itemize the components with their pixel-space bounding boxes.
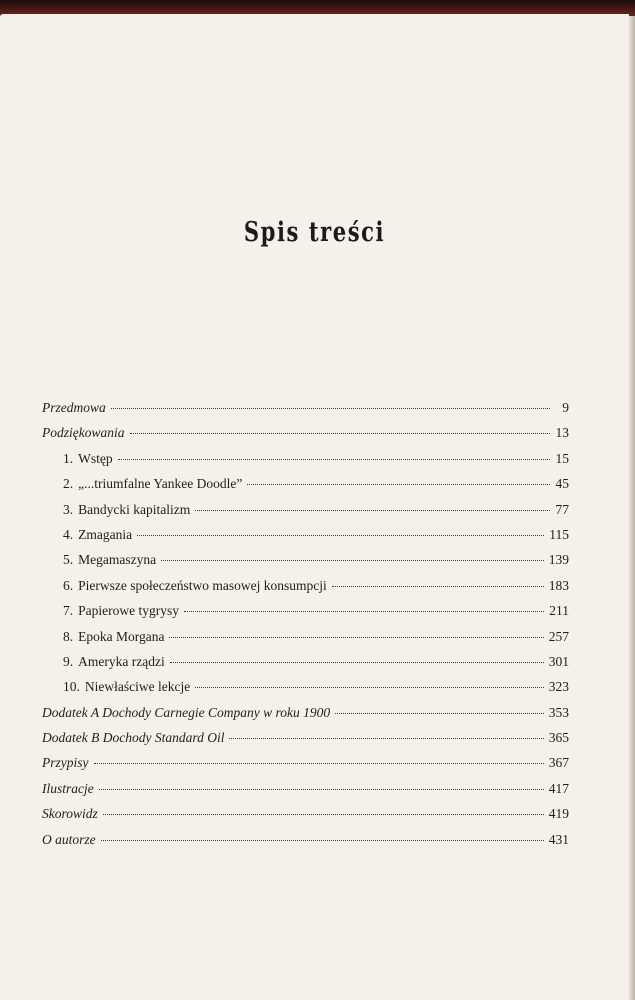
toc-page-number: 365 [548,730,569,746]
chapter-number: 8. [63,628,74,644]
toc-page-number: 431 [548,831,569,847]
toc-entry [42,476,569,501]
table-of-contents [42,400,569,857]
toc-entry-label: Pierwsze społeczeństwo masowej konsumpcji [78,577,327,593]
dot-leader [335,713,544,714]
dot-leader [195,687,544,688]
toc-entry [42,400,569,425]
toc-page-number: 139 [548,552,569,568]
toc-entry [42,578,569,603]
toc-entry-label: Zmagania [78,526,133,542]
toc-page-number: 367 [548,755,569,771]
dot-leader [332,586,544,587]
dot-leader [118,459,550,460]
chapter-number: 1. [63,450,74,466]
toc-entry-label: Papierowe tygrysy [78,603,179,619]
toc-page-number: 45 [555,476,569,492]
toc-entry [42,781,569,806]
toc-entry-label: „...triumfalne Yankee Doodle” [78,476,243,492]
toc-page-number: 323 [548,679,569,695]
toc-page-number: 257 [548,628,569,644]
toc-entry-label: Skorowidz [42,806,98,822]
toc-entry [42,451,569,476]
dot-leader [137,535,544,536]
toc-entry [42,806,569,831]
toc-entry-label: Wstęp [78,450,113,466]
toc-entry [42,502,569,527]
dot-leader [111,408,550,409]
dot-leader [130,433,551,434]
toc-page-number: 13 [555,425,569,441]
toc-page-number: 211 [549,603,569,619]
chapter-number: 4. [63,526,74,542]
toc-entry-label: Niewłaściwe lekcje [84,679,191,695]
toc-page-number: 183 [548,577,569,593]
toc-page-number: 417 [548,780,569,796]
toc-page-number: 419 [548,806,569,822]
toc-entry-label: Bandycki kapitalizm [78,501,191,517]
dot-leader [170,662,544,663]
book-page [0,14,629,1000]
toc-entry [42,705,569,730]
dot-leader [94,763,544,764]
chapter-number: 9. [63,653,74,669]
toc-page-number: 353 [548,704,569,720]
toc-entry-label: Przedmowa [42,400,106,415]
toc-entry [42,527,569,552]
dot-leader [101,840,544,841]
toc-page-number: 15 [555,450,569,466]
toc-entry-label: Ameryka rządzi [78,653,165,669]
chapter-number: 7. [63,603,74,619]
toc-entry-label: O autorze [42,831,96,847]
dot-leader [99,789,544,790]
page-title: Spis treści [243,217,386,248]
toc-entry-label: Epoka Morgana [78,628,165,644]
chapter-number: 2. [63,476,74,492]
toc-page-number: 115 [549,526,569,542]
toc-entry-label: Dodatek B Dochody Standard Oil [42,730,225,746]
chapter-number: 5. [63,552,74,568]
toc-entry [42,679,569,704]
toc-entry [42,552,569,577]
dot-leader [229,738,543,739]
toc-page-number: 9 [562,400,569,415]
toc-entry [42,832,569,857]
toc-entry [42,730,569,755]
dot-leader [247,484,550,485]
chapter-number: 3. [63,501,74,517]
chapter-number: 6. [63,577,74,593]
toc-page-number: 301 [548,653,569,669]
toc-entry-label: Ilustracje [42,780,94,796]
page-edge [629,16,635,1000]
dot-leader [195,510,550,511]
toc-entry-label: Megamaszyna [78,552,157,568]
toc-entry [42,755,569,780]
toc-entry-label: Podziękowania [42,425,125,441]
toc-entry-label: Przypisy [42,755,89,771]
dot-leader [169,637,543,638]
toc-entry [42,629,569,654]
toc-entry [42,603,569,628]
toc-entry [42,425,569,450]
dot-leader [184,611,544,612]
chapter-number: 10. [63,679,80,695]
toc-entry [42,654,569,679]
dot-leader [103,814,544,815]
dot-leader [161,560,544,561]
toc-entry-label: Dodatek A Dochody Carnegie Company w roku 1900 [42,704,331,720]
toc-page-number: 77 [555,501,569,517]
